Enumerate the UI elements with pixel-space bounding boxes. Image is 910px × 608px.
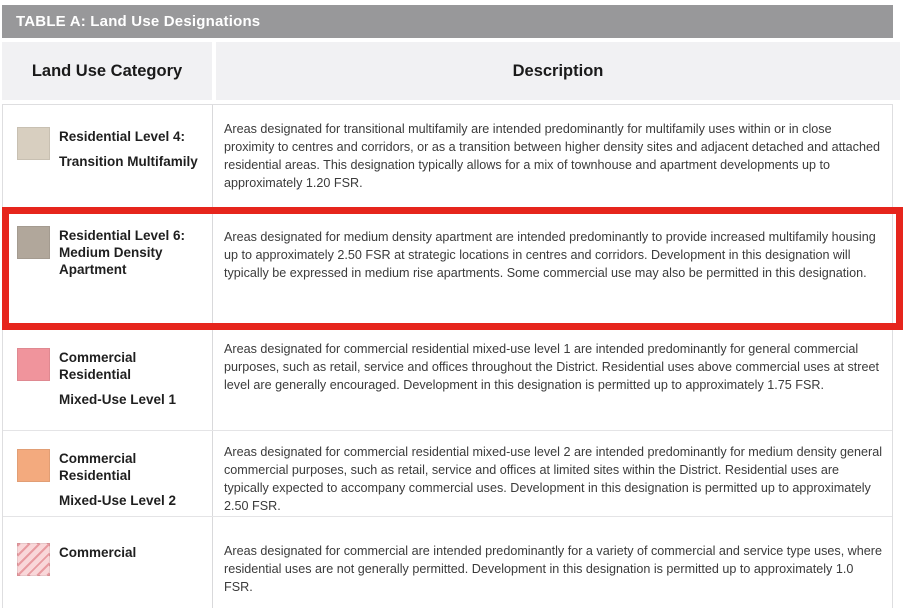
- category-label-line: Commercial Residential: [59, 350, 137, 382]
- description-cell: [213, 431, 892, 516]
- row-description: Areas designated for commercial are intended predominantly for a variety of commercial and service type uses, where residential uses are not generally permitted. Development in this designation is permitted up to approximately 1.0 FSR.: [224, 544, 882, 594]
- pink-hatched-swatch: [17, 543, 50, 576]
- category-label-line: Commercial Residential: [59, 451, 137, 483]
- category-cell: [3, 208, 213, 329]
- description-cell: [213, 208, 892, 329]
- category-cell: [3, 330, 213, 430]
- category-cell: [3, 431, 213, 516]
- column-header-description: Description: [216, 42, 900, 100]
- table-row: [3, 431, 892, 517]
- category-cell: [3, 105, 213, 207]
- row-description: Areas designated for commercial residential mixed-use level 2 are intended predominantly for medium density general commercial purposes, such as retail, service and offices at limited sites within the District. Residential uses are typically expected to accompany commercial uses. Development in this designation is permitted up to approximately 2.50 FSR.: [224, 445, 883, 513]
- description-cell: [213, 517, 892, 608]
- column-header-row: [2, 42, 900, 100]
- category-label-line: Medium Density: [59, 245, 163, 260]
- category-label: [59, 347, 204, 408]
- table-row: [3, 208, 892, 330]
- category-label: [59, 126, 198, 170]
- orange-swatch: [17, 449, 50, 482]
- table-title-bar: TABLE A: Land Use Designations: [2, 5, 893, 38]
- category-label: [59, 225, 185, 278]
- gray-brown-swatch: [17, 226, 50, 259]
- row-description: Areas designated for medium density apartment are intended predominantly to provide increased multifamily housing up to approximately 2.50 FSR at strategic locations in centres and corridors. Development in this designation will typically be expressed in medium rise apartments. Some commercial use may also be permitted in this designation.: [224, 230, 876, 280]
- category-label: [59, 542, 136, 561]
- category-label-line: Commercial: [59, 545, 137, 560]
- category-label-line: Residential Level 6:: [59, 228, 186, 243]
- category-label-line: Residential Level 4:: [59, 129, 186, 144]
- table-rows: [2, 104, 893, 608]
- table-row: [3, 517, 892, 608]
- description-cell: [213, 105, 892, 207]
- table-row: [3, 330, 892, 431]
- category-label-line: Transition Multifamily: [59, 154, 198, 169]
- description-cell: [213, 330, 892, 430]
- column-header-category: Land Use Category: [2, 42, 212, 100]
- category-label-line: Mixed-Use Level 2: [59, 493, 177, 508]
- beige-swatch: [17, 127, 50, 160]
- category-label: [59, 448, 204, 509]
- table-row: [3, 105, 892, 208]
- pink-swatch: [17, 348, 50, 381]
- category-cell: [3, 517, 213, 608]
- row-description: Areas designated for commercial residential mixed-use level 1 are intended predominantly for general commercial purposes, such as retail, service and offices throughout the District. Residential uses above commercial uses at street level are generally encouraged. Development in this designation is permitted up to approximately 1.75 FSR.: [224, 342, 879, 392]
- category-label-line: Apartment: [59, 262, 127, 277]
- category-label-line: Mixed-Use Level 1: [59, 392, 177, 407]
- row-description: Areas designated for transitional multifamily are intended predominantly for multifamily uses within or in close proximity to centres and corridors, or as a transition between higher density sites and adjacent detached and attached residential areas. This designation typically allows for a mix of townhouse and apartment developments up to approximately 1.20 FSR.: [224, 122, 880, 190]
